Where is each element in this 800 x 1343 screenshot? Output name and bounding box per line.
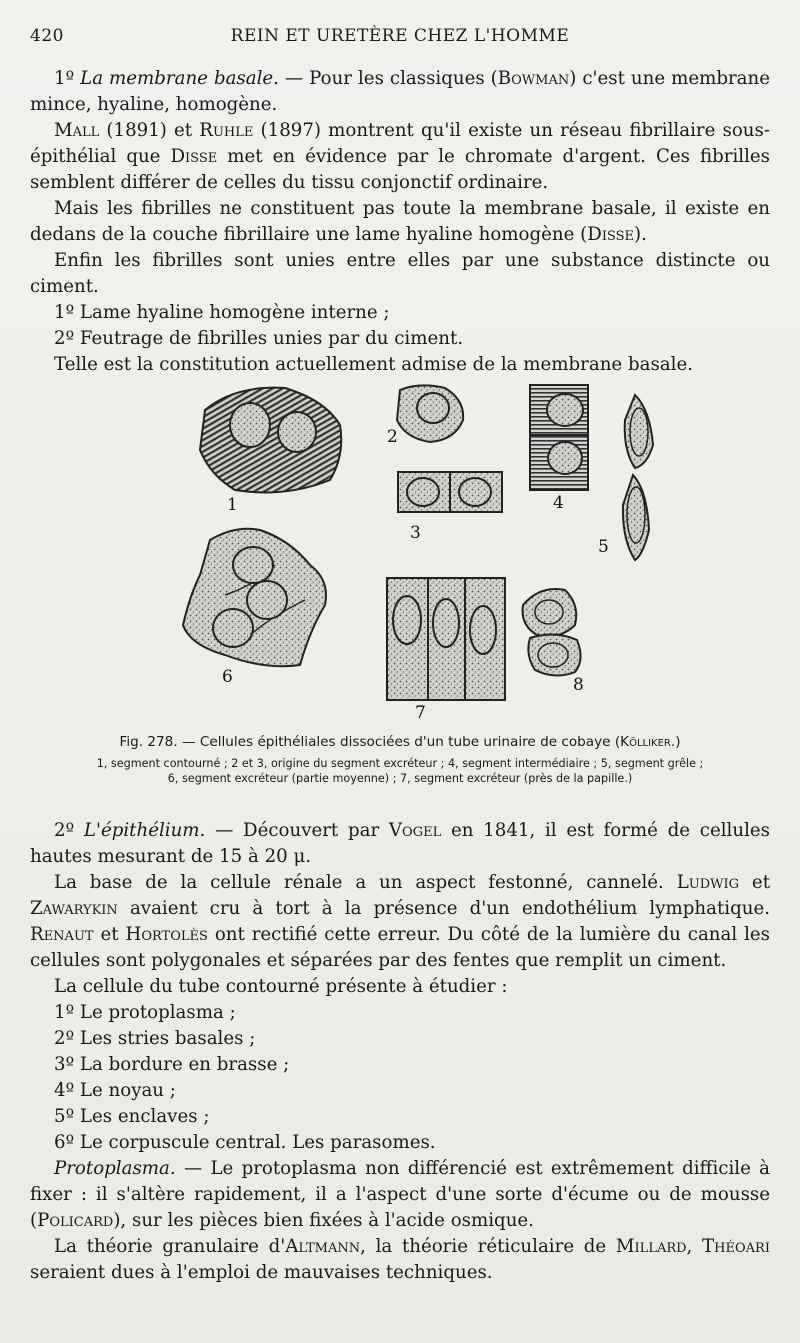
cell-8-segment-excreteur: [523, 589, 581, 676]
author-name: Ruhle: [199, 120, 254, 141]
author-name: Bowman: [497, 68, 570, 89]
caption-title: [30, 734, 770, 750]
cell-3-segment-excreteur: [398, 472, 502, 512]
cell-4-segment-intermediaire: [530, 385, 588, 490]
paragraph-theorie: [30, 1234, 770, 1286]
list-item: 2º Les stries basales ;: [54, 1028, 256, 1049]
text-run: ) c'est une membrane mince, hyaline, homogène.: [30, 68, 770, 115]
figure-label-5: 5: [598, 537, 609, 557]
list-item: 3º La bordure en brasse ;: [54, 1054, 290, 1075]
author-name: Ludwig: [676, 872, 740, 893]
text-run: La base de la cellule rénale a un aspect festonné, cannelé.: [54, 872, 677, 893]
text-run: Mais les fibrilles ne constituent pas toute la membrane basale, il existe en dedans de la couche fibrillaire une lame hyaline homogène (: [30, 198, 770, 245]
text-run: — Pour les classiques (: [278, 68, 498, 89]
figure-label-4: 4: [553, 493, 564, 513]
paragraph-epithelium: [30, 818, 770, 870]
cell-7-segment-excreteur: [387, 578, 505, 700]
text-run: .): [670, 734, 681, 750]
text-run: — Découvert par: [205, 820, 389, 841]
figure-label-2: 2: [387, 427, 398, 447]
paragraph-ciment: Enfin les fibrilles sont unies entre elles par une substance distincte ou ciment.: [30, 250, 770, 297]
cell-6-segment-excreteur: [183, 529, 326, 667]
author-name: Renaut: [30, 924, 94, 945]
text-run: et: [93, 924, 126, 945]
caption-legend-line-2: 6, segment excréteur (partie moyenne) ; 7, segment excréteur (près de la papille.): [167, 772, 633, 785]
paragraph-tube-contourne: La cellule du tube contourné présente à étudier :: [54, 976, 508, 997]
author-name: Millard: [615, 1236, 687, 1257]
figure-caption: [30, 734, 770, 786]
author-name: Zawarykin: [30, 898, 118, 919]
paragraph-base-cellule: [30, 870, 770, 974]
text-run: en 1841, il est formé de cellules hautes mesurant de 15 à 20 μ.: [30, 820, 770, 867]
figure-label-8: 8: [573, 675, 584, 695]
text-run: ont rectifié cette erreur. Du côté de la lumière du canal les cellules sont polygonales et séparées par des fentes que remplit un ciment.: [30, 924, 770, 971]
text-run: La théorie granulaire d': [54, 1236, 286, 1257]
caption-legend-line-1: 1, segment contourné ; 2 et 3, origine du segment excréteur ; 4, segment intermédiaire ; 5, segment grêle ;: [96, 757, 704, 770]
text-block-top: [30, 66, 770, 378]
page-header: [30, 26, 770, 50]
figure-278: [165, 380, 675, 725]
cell-2-segment-excreteur: [397, 385, 463, 442]
text-run: seraient dues à l'emploi de mauvaises techniques.: [30, 1262, 493, 1283]
paragraph-fibrilles: [30, 196, 770, 248]
text-run: et: [739, 872, 770, 893]
figure-label-3: 3: [410, 523, 421, 543]
author-name: Kölliker: [620, 734, 671, 750]
list-item: 5º Les enclaves ;: [54, 1106, 210, 1127]
text-run: Fig. 278. — Cellules épithéliales dissociées d'un tube urinaire de cobaye (: [119, 734, 621, 750]
text-run: ,: [686, 1236, 703, 1257]
list-item: 6º Le corpuscule central. Les parasomes.: [54, 1132, 436, 1153]
paragraph-conclusion: Telle est la constitution actuellement admise de la membrane basale.: [54, 354, 693, 375]
running-title: REIN ET URETÈRE CHEZ L'HOMME: [230, 26, 570, 46]
paragraph-membrane-basale: [30, 66, 770, 118]
author-name: Disse: [170, 146, 218, 167]
text-run: — Le protoplasma non différencié est extrêmement difficile à fixer : il s'altère rapidement, il a l'aspect d'une sorte d'écume ou de mousse (: [30, 1158, 770, 1231]
list-item: 4º Le noyau ;: [54, 1080, 176, 1101]
text-block-bottom: [30, 818, 770, 1286]
section-heading: Protoplasma.: [54, 1158, 176, 1179]
text-run: met en évidence par le chromate d'argent. Ces fibrilles semblent différer de celles du tissu conjonctif ordinaire.: [30, 146, 770, 193]
cell-1-segment-contourne: [200, 388, 341, 493]
paragraph-protoplasma: [30, 1156, 770, 1234]
text-run: , la théorie réticulaire de: [360, 1236, 616, 1257]
cell-5-segment-grele: [623, 395, 653, 560]
text-run: ).: [634, 224, 647, 245]
text-run: (1897) montrent qu'il existe un réseau fibrillaire sous-épithélial que: [30, 120, 770, 167]
author-name: Policard: [37, 1210, 114, 1231]
text-run: avaient cru à tort à la présence d'un endothélium lymphatique.: [117, 898, 770, 919]
cell-illustration: [165, 380, 675, 725]
author-name: Mall: [54, 120, 100, 141]
page-number: 420: [30, 26, 64, 46]
author-name: Disse: [587, 224, 635, 245]
author-name: Altmann: [285, 1236, 361, 1257]
section-heading: La membrane basale.: [80, 68, 279, 89]
author-name: Vogel: [388, 820, 442, 841]
section-number: 2º: [54, 820, 75, 841]
section-number: 1º: [54, 68, 75, 89]
author-name: Théoari: [702, 1236, 770, 1257]
section-heading: L'épithélium.: [83, 820, 206, 841]
text-run: (1891) et: [99, 120, 200, 141]
text-run: ), sur les pièces bien fixées à l'acide osmique.: [113, 1210, 534, 1231]
list-item: 1º Le protoplasma ;: [54, 1002, 236, 1023]
figure-label-6: 6: [222, 667, 233, 687]
figure-label-7: 7: [415, 703, 426, 723]
author-name: Hortolès: [125, 924, 208, 945]
figure-label-1: 1: [227, 495, 238, 515]
list-item: 2º Feutrage de fibrilles unies par du ciment.: [54, 328, 464, 349]
list-item: 1º Lame hyaline homogène interne ;: [54, 302, 390, 323]
paragraph-mall-ruhle: [30, 118, 770, 196]
